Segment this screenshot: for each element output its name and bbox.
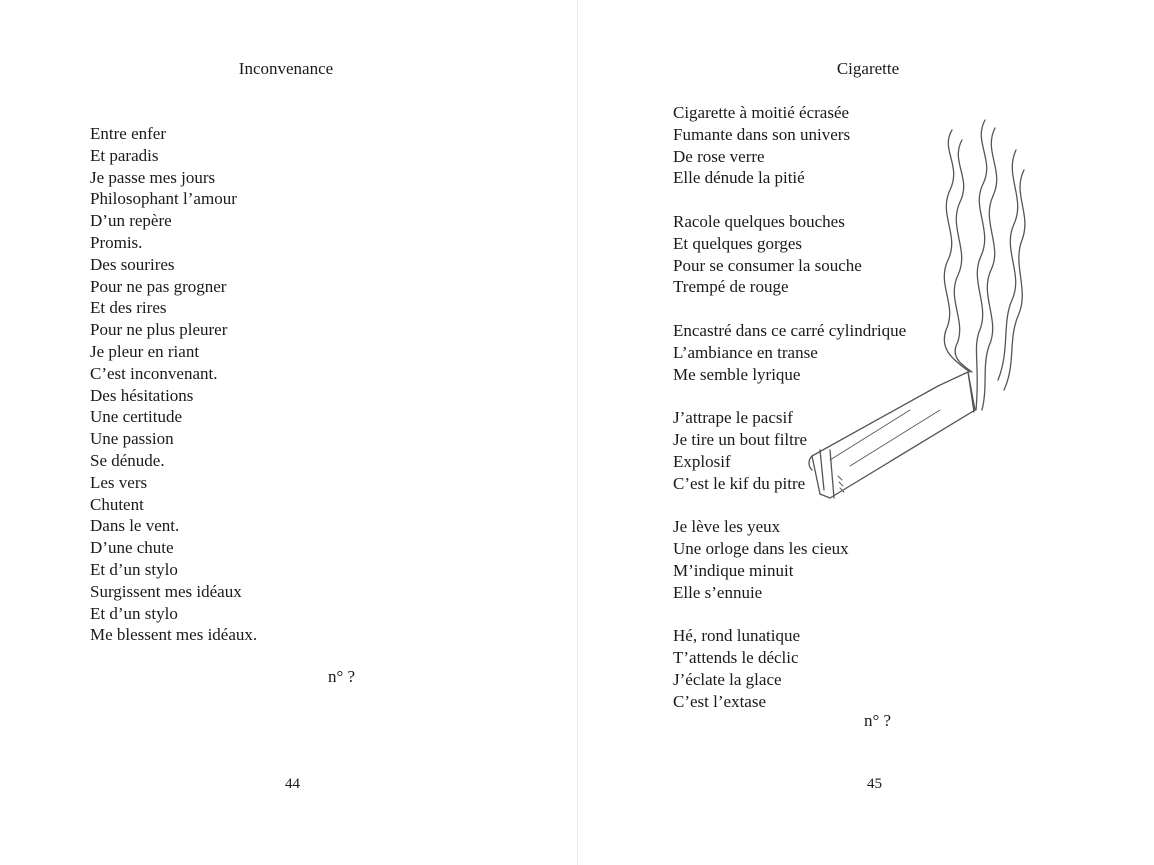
poem-line: Pour se consumer la souche xyxy=(673,255,862,275)
poem-line: De rose verre xyxy=(673,146,765,166)
poem-line: Et paradis xyxy=(90,145,159,165)
poem-line: Une orloge dans les cieux xyxy=(673,538,849,558)
poem-line: Et des rires xyxy=(90,298,167,318)
poem-line: Une passion xyxy=(90,429,174,449)
poem-line: Les vers xyxy=(90,472,148,492)
poem-line: Me semble lyrique xyxy=(673,364,801,384)
poem-line: Dans le vent. xyxy=(90,516,180,536)
poem-line: Je passe mes jours xyxy=(90,167,216,187)
poem-line: Une certitude xyxy=(90,407,183,427)
poem-line: Elle s’ennuie xyxy=(673,582,763,602)
poem-line: Je tire un bout filtre xyxy=(673,429,808,449)
poem-line: Racole quelques bouches xyxy=(673,211,845,231)
poem-line: J’attrape le pacsif xyxy=(673,408,793,428)
poem-line: T’attends le déclic xyxy=(673,647,799,667)
cigarette-illustration xyxy=(790,110,1040,540)
poem-number: n° ? xyxy=(864,711,892,730)
poem-line: Promis. xyxy=(90,232,143,252)
poem-line: D’un repère xyxy=(90,211,172,231)
poem-body xyxy=(90,123,257,646)
poem-title: Cigarette xyxy=(836,59,900,78)
poem-line: Cigarette à moitié écrasée xyxy=(673,103,850,122)
poem-line: Se dénude. xyxy=(90,450,165,470)
poem-line: Trempé de rouge xyxy=(673,277,789,297)
poem-line: Et d’un stylo xyxy=(90,603,178,623)
poem-line: C’est inconvenant. xyxy=(90,363,218,383)
poem-line: Et d’un stylo xyxy=(90,559,178,579)
poem-line: Je lève les yeux xyxy=(673,517,781,537)
poem-line: Me blessent mes idéaux. xyxy=(90,625,258,645)
poem-line: Elle dénude la pitié xyxy=(673,168,805,188)
poem-line: Surgissent mes idéaux xyxy=(90,581,242,601)
poem-line: Des hésitations xyxy=(90,385,194,405)
stanza-break xyxy=(673,603,906,625)
poem-line: L’ambiance en transe xyxy=(673,342,818,362)
poem-line: Philosophant l’amour xyxy=(90,189,237,209)
poem-line: C’est l’extase xyxy=(673,691,766,711)
poem-line: M’indique minuit xyxy=(673,560,794,580)
poem-line: Pour ne pas grogner xyxy=(90,276,227,296)
poem-line: Je pleur en riant xyxy=(90,341,200,361)
poem-line: C’est le kif du pitre xyxy=(673,473,806,493)
poem-line: Pour ne plus pleurer xyxy=(90,320,228,340)
poem-line: Chutent xyxy=(90,494,144,514)
poem-line: Hé, rond lunatique xyxy=(673,626,800,646)
poem-line: Et quelques gorges xyxy=(673,233,803,253)
poem-line: Des sourires xyxy=(90,254,175,274)
poem-line: Fumante dans son univers xyxy=(673,124,851,144)
poem-line: D’une chute xyxy=(90,538,174,558)
page-number: 45 xyxy=(867,776,882,792)
page-number: 44 xyxy=(285,776,300,792)
poem-line: Encastré dans ce carré cylindrique xyxy=(673,320,907,340)
poem-title: Inconvenance xyxy=(238,59,334,78)
poem-number: n° ? xyxy=(328,667,356,686)
poem-line: Explosif xyxy=(673,451,731,471)
poem-line: J’éclate la glace xyxy=(673,669,782,689)
poem-line: Entre enfer xyxy=(90,124,166,143)
